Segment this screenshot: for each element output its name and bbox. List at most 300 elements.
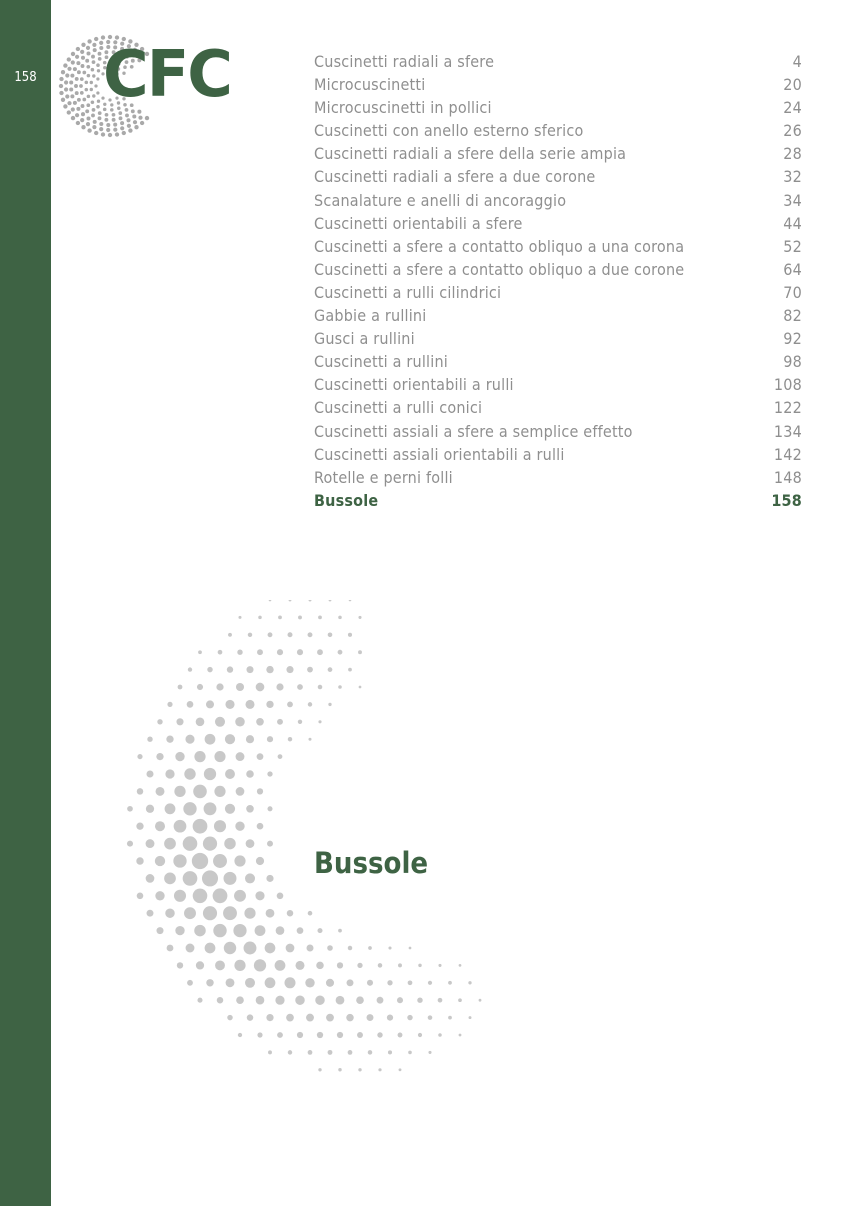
halftone-dot <box>338 929 342 933</box>
halftone-dot <box>399 1068 402 1071</box>
logo-dot <box>65 73 69 77</box>
halftone-dot <box>297 684 303 690</box>
logo-text: CFC <box>103 38 231 108</box>
logo-dot <box>80 50 84 54</box>
halftone-dot <box>236 996 244 1004</box>
halftone-dot <box>227 666 233 672</box>
toc-entry-title: Cuscinetti a rulli cilindrici <box>314 282 502 302</box>
halftone-dot <box>147 910 154 917</box>
logo-dot <box>71 52 75 56</box>
logo-dot <box>112 113 116 117</box>
halftone-dot <box>207 667 212 672</box>
halftone-dot <box>194 751 205 762</box>
logo-dot <box>67 67 71 71</box>
halftone-dot <box>187 701 194 708</box>
halftone-dot <box>205 943 216 954</box>
halftone-dot <box>288 1050 292 1054</box>
toc-entry[interactable] <box>314 350 802 373</box>
halftone-dot <box>266 875 273 882</box>
toc-entry[interactable] <box>314 73 802 96</box>
halftone-dot <box>338 616 342 620</box>
logo-dot <box>113 128 117 132</box>
halftone-dot <box>326 1014 334 1022</box>
halftone-dot <box>246 839 255 848</box>
toc-entry-page: 122 <box>773 398 802 418</box>
toc-entry[interactable] <box>314 235 802 258</box>
halftone-dot <box>408 1051 412 1055</box>
halftone-dot <box>308 632 313 637</box>
halftone-dot <box>297 649 303 655</box>
logo-dot <box>85 109 89 113</box>
halftone-dot <box>257 649 263 655</box>
logo-dot <box>59 77 63 81</box>
toc-entry-title: Microcuscinetti <box>314 75 426 95</box>
toc-entry[interactable] <box>314 373 802 396</box>
toc-entry-title: Cuscinetti a rullini <box>314 352 448 372</box>
halftone-dot <box>213 924 226 937</box>
halftone-dot <box>223 906 237 920</box>
logo-dot <box>61 98 65 102</box>
logo-dot <box>87 74 91 78</box>
logo-dot <box>106 128 110 132</box>
halftone-dot <box>234 960 245 971</box>
halftone-dot <box>213 854 227 868</box>
halftone-dot <box>318 1068 321 1071</box>
halftone-dot <box>266 701 273 708</box>
halftone-dot <box>227 1015 232 1020</box>
logo-dot <box>91 68 95 72</box>
halftone-dot <box>368 946 372 950</box>
halftone-dot <box>346 1014 353 1021</box>
halftone-dot <box>256 857 264 865</box>
halftone-dot <box>297 927 304 934</box>
halftone-dot <box>287 910 294 917</box>
halftone-dot <box>306 1014 314 1022</box>
toc-entry[interactable] <box>314 327 802 350</box>
toc-entry-page: 148 <box>773 467 802 487</box>
logo-dot <box>81 104 85 108</box>
halftone-dot <box>378 1068 381 1071</box>
halftone-dot <box>193 819 208 834</box>
logo-dot <box>75 77 79 81</box>
halftone-dot <box>184 768 195 779</box>
halftone-dot <box>244 908 255 919</box>
halftone-dot <box>146 805 154 813</box>
halftone-dot <box>146 874 155 883</box>
toc-entry[interactable] <box>314 212 802 235</box>
logo-dot <box>92 60 96 64</box>
halftone-dot <box>224 838 235 849</box>
halftone-dot <box>215 960 225 970</box>
halftone-dot <box>367 1014 374 1021</box>
halftone-dot <box>206 979 213 986</box>
halftone-dot <box>185 735 194 744</box>
halftone-dot <box>137 893 144 900</box>
halftone-dot <box>256 683 265 692</box>
logo-dot <box>76 47 80 51</box>
toc-entry-title: Cuscinetti a rulli conici <box>314 398 483 418</box>
halftone-dot <box>295 961 304 970</box>
halftone-dot <box>428 1015 433 1020</box>
halftone-dot <box>328 703 331 706</box>
halftone-dot <box>246 770 254 778</box>
halftone-dot <box>244 942 257 955</box>
halftone-dot <box>398 963 402 967</box>
toc-entry-page: 134 <box>773 421 802 441</box>
halftone-dot <box>267 736 273 742</box>
toc-entry[interactable] <box>314 50 802 73</box>
logo-dot <box>80 77 84 81</box>
halftone-dot <box>298 720 302 724</box>
halftone-dot <box>204 802 217 815</box>
toc-entry-page: 64 <box>783 259 802 279</box>
halftone-dot <box>254 959 266 971</box>
halftone-dot <box>224 872 237 885</box>
logo-dot <box>67 101 71 105</box>
halftone-dot <box>165 908 175 918</box>
halftone-dot <box>214 786 225 797</box>
halftone-dot <box>288 737 292 741</box>
logo-dot <box>120 126 124 130</box>
logo-dot <box>86 103 90 107</box>
toc-entry-title: Scanalature e anelli di ancoraggio <box>314 190 567 210</box>
halftone-dot <box>257 788 263 794</box>
logo-dot <box>101 132 105 136</box>
cfc-logo <box>100 28 235 108</box>
toc-entry-title: Gusci a rullini <box>314 329 415 349</box>
logo-dot <box>94 131 98 135</box>
logo-dot <box>86 46 90 50</box>
logo-dot <box>106 123 110 127</box>
halftone-dot <box>448 1016 452 1020</box>
halftone-dot <box>268 632 273 637</box>
toc-entry-title: Cuscinetti orientabili a sfere <box>314 213 523 233</box>
logo-dot <box>81 56 85 60</box>
toc-entry-page: 158 <box>771 490 802 510</box>
halftone-dot <box>188 667 192 671</box>
halftone-dot <box>479 999 482 1002</box>
halftone-dot <box>236 752 245 761</box>
halftone-dot <box>269 600 272 601</box>
toc-entry[interactable] <box>314 281 802 304</box>
halftone-dot <box>268 1050 272 1054</box>
logo-dot <box>94 37 98 41</box>
toc-entry-page: 92 <box>783 329 802 349</box>
logo-dot <box>70 94 74 98</box>
logo-dot <box>145 116 149 120</box>
logo-dot <box>119 116 123 120</box>
logo-dot <box>94 84 97 87</box>
halftone-dot <box>246 735 254 743</box>
halftone-dot <box>358 1068 361 1071</box>
toc-entry-title: Gabbie a rullini <box>314 306 427 326</box>
logo-dot <box>86 122 90 126</box>
halftone-dot <box>173 854 186 867</box>
logo-dot <box>112 118 116 122</box>
halftone-dot <box>459 1034 462 1037</box>
halftone-dot <box>337 962 343 968</box>
logo-dot <box>76 121 80 125</box>
logo-dot <box>132 114 136 118</box>
halftone-dot <box>166 736 173 743</box>
halftone-dot <box>459 964 462 967</box>
logo-dot <box>61 70 65 74</box>
halftone-dot <box>438 964 441 967</box>
halftone-dot <box>295 995 305 1005</box>
halftone-dot <box>156 787 165 796</box>
halftone-dot <box>203 836 217 850</box>
halftone-dot <box>218 650 223 655</box>
halftone-dot <box>147 737 152 742</box>
halftone-dot <box>338 650 343 655</box>
logo-dot <box>93 120 97 124</box>
halftone-dot <box>308 911 313 916</box>
halftone-dot <box>318 616 322 620</box>
logo-dot <box>98 116 102 120</box>
halftone-dot <box>309 600 312 601</box>
halftone-dot <box>275 996 284 1005</box>
toc-entry-page: 108 <box>773 375 802 395</box>
halftone-dot <box>183 871 198 886</box>
halftone-dot <box>178 685 183 690</box>
logo-dot <box>73 101 77 105</box>
halftone-dot <box>318 685 323 690</box>
halftone-dot <box>237 650 242 655</box>
logo-dot <box>91 113 95 117</box>
halftone-dot <box>155 856 165 866</box>
logo-dot <box>86 116 90 120</box>
halftone-dot <box>388 946 391 949</box>
halftone-dot <box>186 944 195 953</box>
toc-entry[interactable] <box>314 142 802 165</box>
halftone-dot <box>164 873 176 885</box>
halftone-dot <box>284 977 295 988</box>
halftone-dot <box>358 616 361 619</box>
logo-dot <box>81 64 85 68</box>
toc-entry-page: 28 <box>783 144 802 164</box>
toc-entry[interactable] <box>314 443 802 466</box>
logo-dot <box>120 121 124 125</box>
halftone-dot <box>175 926 184 935</box>
logo-dot <box>92 108 96 112</box>
halftone-dot <box>418 964 421 967</box>
halftone-dot <box>187 980 193 986</box>
logo-dot <box>93 48 97 52</box>
toc-entry[interactable] <box>314 96 802 119</box>
logo-dot <box>71 60 75 64</box>
halftone-dot <box>165 769 174 778</box>
logo-dot <box>85 81 89 85</box>
halftone-dot <box>266 666 273 673</box>
logo-dot <box>67 110 71 114</box>
toc-entry-page: 32 <box>783 167 802 187</box>
halftone-dot <box>225 734 235 744</box>
halftone-dot <box>265 943 276 954</box>
halftone-dot <box>245 873 255 883</box>
logo-dot <box>99 122 103 126</box>
toc-entry-title: Bussole <box>314 490 379 510</box>
halftone-dot <box>217 997 224 1004</box>
halftone-dot <box>469 1016 472 1019</box>
toc-entry[interactable] <box>314 489 802 512</box>
halftone-dot <box>277 719 283 725</box>
logo-dot <box>85 59 89 63</box>
halftone-dot <box>157 719 162 724</box>
halftone-dot <box>247 1014 253 1020</box>
halftone-dot <box>468 981 471 984</box>
halftone-dot <box>267 806 272 811</box>
halftone-dot <box>338 1068 341 1071</box>
halftone-dot <box>214 820 226 832</box>
toc-entry-page: 70 <box>783 282 802 302</box>
logo-dot <box>69 80 73 84</box>
halftone-dot <box>307 667 313 673</box>
halftone-dot <box>328 1050 333 1055</box>
logo-dot <box>81 43 85 47</box>
halftone-dot <box>357 1032 363 1038</box>
logo-dot <box>92 125 96 129</box>
halftone-dot <box>235 717 245 727</box>
halftone-dot <box>246 805 254 813</box>
toc-entry-page: 4 <box>792 52 802 71</box>
halftone-dot <box>359 686 362 689</box>
toc-entry-title: Cuscinetti radiali a sfere a due corone <box>314 167 596 187</box>
toc-entry-page: 26 <box>783 121 802 141</box>
halftone-dot <box>417 997 422 1002</box>
table-of-contents <box>314 50 802 512</box>
halftone-dot <box>409 947 412 950</box>
logo-dot <box>126 118 130 122</box>
logo-dot <box>75 113 79 117</box>
toc-entry-title: Cuscinetti assiali orientabili a rulli <box>314 444 565 464</box>
halftone-dot <box>197 998 202 1003</box>
halftone-dot <box>226 978 235 987</box>
halftone-dot <box>203 906 217 920</box>
halftone-dot <box>214 751 225 762</box>
logo-dot <box>59 91 63 95</box>
halftone-dot <box>308 1050 313 1055</box>
halftone-dot <box>137 788 144 795</box>
halftone-dot <box>265 977 276 988</box>
logo-dot <box>138 116 142 120</box>
toc-entry[interactable] <box>314 165 802 188</box>
halftone-dot <box>215 717 225 727</box>
toc-entry-title: Cuscinetti con anello esterno sferico <box>314 121 584 141</box>
halftone-dot <box>388 1050 392 1054</box>
halftone-dot <box>326 979 334 987</box>
logo-dot <box>77 70 81 74</box>
toc-entry[interactable] <box>314 466 802 489</box>
halftone-dot <box>146 770 153 777</box>
halftone-dot <box>255 891 264 900</box>
halftone-dot <box>308 702 312 706</box>
halftone-dot <box>257 1032 262 1037</box>
logo-dot <box>75 55 79 59</box>
toc-entry[interactable] <box>314 258 802 281</box>
logo-dot <box>128 128 132 132</box>
halftone-dot <box>397 997 403 1003</box>
logo-dot <box>137 110 141 114</box>
toc-entry-title: Cuscinetti a sfere a contatto obliquo a una corona <box>314 236 685 256</box>
toc-entry-title: Cuscinetti radiali a sfere della serie ampia <box>314 144 627 164</box>
halftone-dot <box>317 928 322 933</box>
halftone-dot <box>267 771 272 776</box>
halftone-dot <box>136 823 143 830</box>
logo-dot <box>79 84 83 88</box>
halftone-dot <box>192 853 208 869</box>
logo-dot <box>104 118 108 122</box>
halftone-dot <box>266 1014 273 1021</box>
halftone-dot <box>286 944 295 953</box>
halftone-dot <box>289 600 292 601</box>
halftone-dot <box>358 650 362 654</box>
logo-dot <box>125 113 129 117</box>
halftone-dot <box>277 892 284 899</box>
logo-dot <box>90 81 93 84</box>
halftone-dot <box>202 870 218 886</box>
toc-entry[interactable] <box>314 119 802 142</box>
halftone-dot <box>276 926 285 935</box>
toc-entry-title: Microcuscinetti in pollici <box>314 98 492 118</box>
halftone-dot <box>177 962 183 968</box>
logo-dot <box>90 88 93 91</box>
halftone-dot <box>277 1032 283 1038</box>
halftone-dot <box>167 945 174 952</box>
halftone-dot <box>206 700 214 708</box>
logo-dot <box>133 120 137 124</box>
halftone-dot <box>278 615 282 619</box>
halftone-dot <box>428 1051 431 1054</box>
halftone-dot <box>438 998 443 1003</box>
toc-entry[interactable] <box>314 189 802 212</box>
halftone-dot <box>348 1050 353 1055</box>
halftone-dot <box>348 668 352 672</box>
halftone-dot <box>167 702 172 707</box>
halftone-dot <box>315 995 324 1004</box>
halftone-dot <box>164 838 176 850</box>
halftone-dot <box>305 978 314 987</box>
logo-dot <box>103 108 107 112</box>
halftone-dot <box>275 960 286 971</box>
logo-dot <box>69 87 73 91</box>
halftone-dot <box>245 700 254 709</box>
logo-dot <box>71 107 75 111</box>
halftone-dot <box>174 786 185 797</box>
halftone-dot <box>387 1014 393 1020</box>
halftone-dot <box>458 998 462 1002</box>
halftone-dot <box>255 925 266 936</box>
logo-dot <box>76 61 80 65</box>
toc-entry[interactable] <box>314 396 802 419</box>
toc-entry[interactable] <box>314 304 802 327</box>
logo-dot <box>98 111 102 115</box>
logo-dot <box>81 125 85 129</box>
halftone-dot <box>194 925 205 936</box>
logo-dot <box>91 101 95 105</box>
halftone-dot <box>297 1032 303 1038</box>
halftone-dot <box>205 734 216 745</box>
halftone-dot <box>257 823 264 830</box>
halftone-dot <box>156 753 163 760</box>
halftone-dot <box>183 802 196 815</box>
halftone-dot <box>155 891 164 900</box>
halftone-dot <box>198 650 202 654</box>
logo-dot <box>67 57 71 61</box>
toc-entry-title: Cuscinetti orientabili a rulli <box>314 375 514 395</box>
halftone-dot <box>225 804 235 814</box>
toc-entry[interactable] <box>314 420 802 443</box>
halftone-dot <box>328 667 333 672</box>
